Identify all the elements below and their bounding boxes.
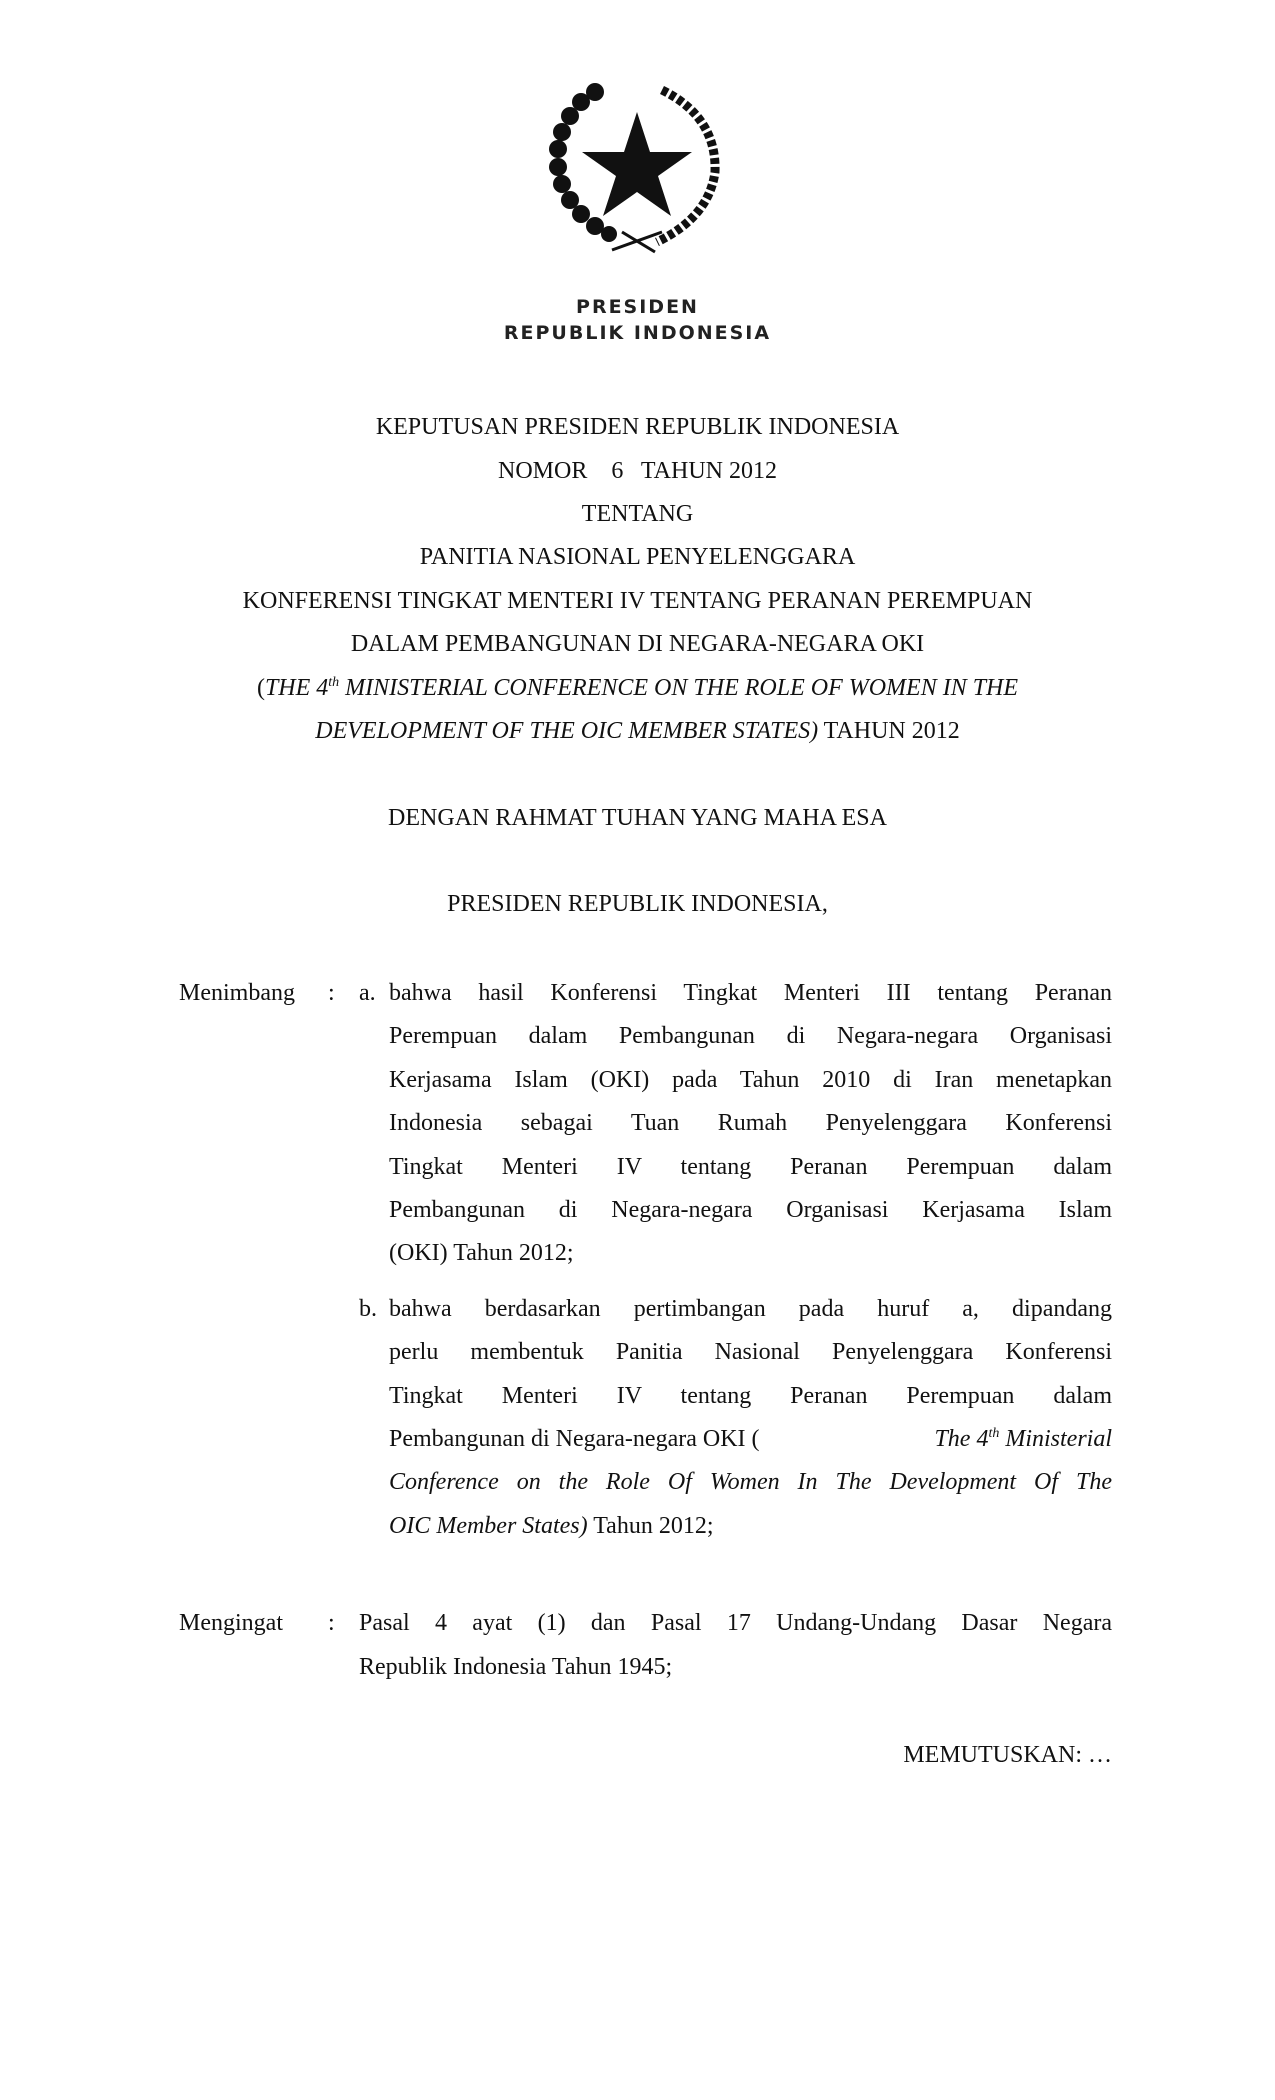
text: Tahun 2012; [587, 1513, 714, 1539]
decree-number: NOMOR 6 TAHUN 2012 [498, 458, 777, 484]
english-title-end: DEVELOPMENT OF THE OIC MEMBER STATES) [315, 718, 819, 744]
heading-subject-1: PANITIA NASIONAL PENYELENGGARA [419, 544, 856, 570]
year: TAHUN 2012 [818, 718, 960, 744]
superscript: th [328, 675, 340, 690]
continuation-marker: MEMUTUSKAN: … [903, 1742, 1112, 1768]
superscript: th [988, 1426, 1000, 1441]
heading-subject-2: KONFERENSI TINGKAT MENTERI IV TENTANG PERANAN PEREMPUAN [242, 588, 1033, 614]
heading-subject-5 [0, 716, 1275, 746]
clause-a-line: (OKI) Tahun 2012; [389, 1240, 574, 1266]
emblem-subtitle: REPUBLIK INDONESIA [503, 322, 772, 344]
paren: ( [256, 675, 265, 701]
italic-text: Ministerial [999, 1426, 1112, 1452]
item-letter-a: a. [359, 980, 376, 1006]
clause-a-line: bahwa hasil Konferensi Tingkat Menteri III tentang Peranan [389, 980, 1112, 1006]
clause-a-line: Kerjasama Islam (OKI) pada Tahun 2010 di Iran menetapkan [389, 1067, 1112, 1093]
clause-b-line: Tingkat Menteri IV tentang Peranan Perempuan dalam [389, 1383, 1112, 1409]
clause-b-line [389, 1467, 1112, 1497]
clause-b-line: bahwa berdasarkan pertimbangan pada huruf a, dipandang [389, 1296, 1112, 1322]
item-letter-b: b. [359, 1296, 377, 1322]
heading-subject-4 [0, 673, 1275, 703]
colon: : [328, 980, 335, 1006]
invocation: DENGAN RAHMAT TUHAN YANG MAHA ESA [388, 805, 887, 831]
mengingat-line: Pasal 4 ayat (1) dan Pasal 17 Undang-Undang Dasar Negara [359, 1610, 1112, 1636]
president-heading: PRESIDEN REPUBLIK INDONESIA, [447, 891, 828, 917]
colon: : [328, 1610, 335, 1636]
english-title: THE 4 [264, 675, 329, 701]
clause-b-line: perlu membentuk Panitia Nasional Penyelenggara Konferensi [389, 1339, 1112, 1365]
heading-tentang: TENTANG [581, 501, 694, 527]
garuda-star-emblem-icon [537, 72, 737, 262]
italic-text: Conference on the Role Of Women In The Development Of The [389, 1469, 1112, 1495]
menimbang-label: Menimbang [179, 980, 295, 1006]
clause-a-line: Perempuan dalam Pembangunan di Negara-negara Organisasi [389, 1023, 1112, 1049]
clause-a-line: Pembangunan di Negara-negara Organisasi Kerjasama Islam [389, 1197, 1112, 1223]
italic-text: OIC Member States) [389, 1513, 588, 1539]
decree-title: KEPUTUSAN PRESIDEN REPUBLIK INDONESIA [375, 414, 900, 440]
heading-subject-3: DALAM PEMBANGUNAN DI NEGARA-NEGARA OKI [350, 631, 925, 657]
emblem-title: PRESIDEN [576, 296, 699, 318]
text: Pembangunan di Negara-negara OKI ( [389, 1426, 760, 1452]
clause-b-line [389, 1511, 1112, 1541]
clause-b-line [389, 1424, 1112, 1454]
english-title-cont: MINISTERIAL CONFERENCE ON THE ROLE OF WOMEN IN THE [339, 675, 1019, 701]
mengingat-label: Mengingat [179, 1610, 283, 1636]
clause-a-line: Indonesia sebagai Tuan Rumah Penyelenggara Konferensi [389, 1110, 1112, 1136]
mengingat-line: Republik Indonesia Tahun 1945; [359, 1654, 673, 1680]
clause-a-line: Tingkat Menteri IV tentang Peranan Perempuan dalam [389, 1154, 1112, 1180]
italic-text: The 4 [934, 1426, 989, 1452]
